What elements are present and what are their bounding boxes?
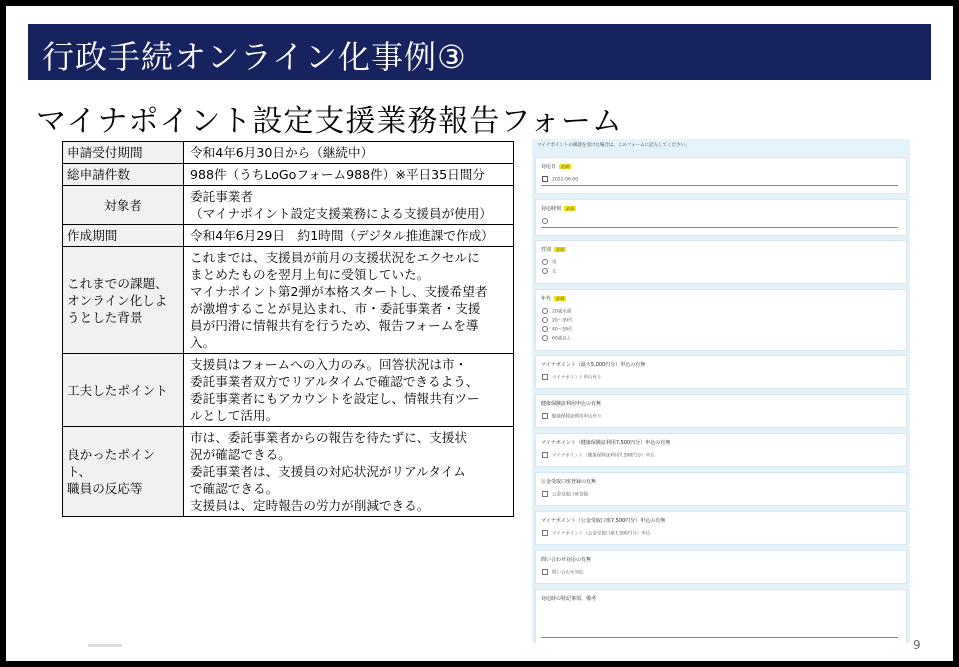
form-question-card — [535, 550, 907, 584]
page-number: 9 — [913, 638, 921, 652]
table-row — [63, 247, 514, 354]
radio-option[interactable] — [542, 317, 572, 324]
radio-circle-icon — [542, 335, 548, 341]
row-value-line: まとめたものを翌月上旬に受領していた。 — [190, 267, 430, 282]
date-value: 2022-06-00 — [552, 177, 579, 183]
row-key-line: 申請受付期間 — [67, 145, 143, 160]
row-value — [184, 427, 514, 517]
question-label — [541, 595, 596, 602]
row-value-line: が激増することが見込まれ、市・委託事業者・支援 — [190, 301, 481, 316]
row-key-line: 作成期間 — [67, 228, 118, 243]
row-value-line: 988件（うちLoGoフォーム988件）※平日35日間分 — [190, 167, 485, 182]
question-label-text: 性別 — [541, 247, 552, 253]
question-label-text: 年代 — [541, 296, 552, 302]
required-badge: 必須 — [566, 206, 575, 211]
footer-mark — [88, 644, 122, 647]
row-value-line: 令和4年6月29日 約1時間（デジタル推進課で作成） — [190, 228, 494, 243]
option-label: 健康保険証利用申込有り — [552, 414, 602, 420]
form-question-card — [535, 472, 907, 506]
form-question-card — [535, 157, 907, 194]
radio-option[interactable] — [542, 326, 572, 333]
row-value-line: 令和4年6月30日から（継続中） — [190, 145, 374, 160]
row-value-line: 支援員はフォームへの入力のみ。回答状況は市・ — [190, 357, 468, 372]
calendar-icon — [542, 176, 548, 182]
checkbox-icon — [542, 569, 548, 575]
question-label-text: 公金受取口座登録の有無 — [541, 479, 597, 485]
question-label-text: 対応日 — [541, 164, 557, 170]
question-label-text: 対応時刻 — [541, 206, 562, 212]
row-key — [63, 427, 184, 517]
row-value-line: で確認できる。 — [190, 481, 279, 496]
row-value-line: 委託事業者にもアカウントを設定し、情報共有ツー — [190, 391, 480, 406]
table-row — [63, 142, 514, 164]
row-value-line: 入。 — [190, 335, 216, 350]
form-question-card — [535, 199, 907, 236]
question-label-text: マイナポイント（公金受取口座7,500円分）申込の有無 — [541, 518, 666, 524]
row-key — [63, 142, 184, 164]
question-label — [541, 205, 576, 212]
question-label — [541, 439, 670, 446]
option-label: 男 — [552, 260, 557, 266]
radio-circle-icon — [542, 326, 548, 332]
option-label: マイナポイント（健康保険証利用7,500円分）申込 — [552, 453, 655, 459]
question-label-text: 健康保険証利用申込の有無 — [541, 401, 602, 407]
option-label: 公金受取口座登録 — [552, 492, 588, 498]
table-row — [63, 164, 514, 186]
radio-option[interactable] — [542, 268, 557, 275]
required-badge: 必須 — [556, 247, 565, 252]
row-value-line: 員が円滑に情報共有を行うため、報告フォームを導 — [190, 318, 479, 333]
checkbox-option[interactable] — [542, 491, 588, 498]
row-value — [184, 354, 514, 427]
checkbox-option[interactable] — [542, 413, 602, 420]
row-value-line: ルとして活用。 — [190, 408, 279, 423]
radio-option[interactable] — [542, 259, 557, 266]
question-label — [541, 163, 571, 170]
row-key-line: 良かったポイント、 — [67, 447, 156, 479]
form-question-card — [535, 589, 907, 643]
form-question-card — [535, 394, 907, 428]
row-key-line: うとした背景 — [67, 309, 143, 325]
slide-title: 行政手続オンライン化事例③ — [42, 38, 467, 76]
row-key-line: 職員の反応等 — [67, 481, 143, 496]
question-label-text: マイナポイント（健康保険証利用7,500円分）申込の有無 — [541, 440, 671, 446]
table-row — [63, 225, 514, 247]
row-value-line: （マイナポイント設定支援業務による支援員が使用） — [190, 206, 492, 221]
form-question-card — [535, 511, 907, 545]
row-value-line: 委託事業者双方でリアルタイムで確認できるよう、 — [190, 374, 479, 389]
input-underline — [541, 185, 898, 186]
option-label: マイナポイント申込有り — [552, 375, 602, 381]
row-value-line: 市は、委託事業者からの報告を待たずに、支援状 — [190, 430, 468, 445]
remarks-textarea[interactable] — [541, 606, 898, 638]
slide-subtitle: マイナポイント設定支援業務報告フォーム — [36, 104, 623, 139]
checkbox-icon — [542, 374, 548, 380]
row-key-line: 対象者 — [104, 197, 142, 213]
row-value — [184, 142, 514, 164]
radio-option[interactable] — [542, 308, 571, 315]
checkbox-icon — [542, 452, 548, 458]
row-value-line: 支援員は、定時報告の労力が削減できる。 — [190, 498, 430, 513]
question-label — [541, 246, 566, 253]
row-value-line: 委託事業者 — [190, 189, 253, 204]
checkbox-icon — [542, 413, 548, 419]
form-notice: マイナポイントの相談を受けた場合は、このフォームに記入してください。 — [537, 143, 690, 148]
form-question-card — [535, 240, 907, 284]
checkbox-option[interactable] — [542, 530, 650, 537]
row-value — [184, 247, 514, 354]
clock-icon — [542, 218, 548, 224]
option-label: 40～59代 — [552, 327, 573, 333]
date-field[interactable] — [542, 176, 578, 183]
checkbox-option[interactable] — [542, 569, 584, 576]
row-key-line: オンライン化しよ — [67, 292, 168, 308]
table-row — [63, 186, 514, 225]
question-label — [541, 400, 601, 407]
radio-circle-icon — [542, 317, 548, 323]
question-label — [541, 361, 645, 368]
form-question-card — [535, 289, 907, 351]
option-label: 60歳以上 — [552, 336, 572, 342]
checkbox-option[interactable] — [542, 452, 655, 459]
input-underline — [541, 637, 898, 638]
option-label: マイナポイント（公金受取口座7,500円分）申込 — [552, 531, 651, 537]
option-label: 20～39代 — [552, 318, 573, 324]
row-value — [184, 186, 514, 225]
row-key-line: 総申請件数 — [67, 167, 130, 182]
form-question-card — [535, 433, 907, 467]
required-badge: 必須 — [561, 164, 570, 169]
checkbox-icon — [542, 530, 548, 536]
question-label-text: 対応時の特記事項、備考 — [541, 596, 597, 602]
required-badge: 必須 — [556, 296, 565, 301]
row-value-line: 況が確認できる。 — [190, 447, 291, 462]
input-underline — [541, 227, 898, 228]
question-label — [541, 295, 566, 302]
time-field[interactable] — [542, 218, 552, 225]
row-key-line: 工夫したポイント — [67, 382, 168, 398]
option-label: 問い合わせ対応 — [552, 570, 584, 576]
row-key — [63, 225, 184, 247]
row-key — [63, 186, 184, 225]
row-key-line: これまでの課題、 — [67, 275, 168, 291]
form-question-card — [535, 355, 907, 389]
row-value-line: マイナポイント第2弾が本格スタートし、支援希望者 — [190, 284, 488, 299]
question-label — [541, 556, 591, 563]
row-key — [63, 354, 184, 427]
row-value-line: 委託事業者は、支援員の対応状況がリアルタイム — [190, 464, 466, 479]
radio-circle-icon — [542, 308, 548, 314]
checkbox-option[interactable] — [542, 374, 601, 381]
table-row — [63, 354, 514, 427]
form-screenshot — [532, 139, 910, 643]
title-bar — [28, 24, 931, 80]
question-label — [541, 478, 596, 485]
case-info-table — [62, 141, 514, 517]
radio-circle-icon — [542, 268, 548, 274]
row-key — [63, 164, 184, 186]
option-label: 20歳未満 — [552, 309, 572, 315]
row-value-line: これまでは、支援員が前月の支援状況をエクセルに — [190, 250, 480, 265]
question-label-text: 問い合わせ対応の有無 — [541, 557, 592, 563]
radio-option[interactable] — [542, 335, 571, 342]
question-label-text: マイナポイント（最大5,000円分）申込の有無 — [541, 362, 646, 368]
row-value — [184, 164, 514, 186]
checkbox-icon — [542, 491, 548, 497]
row-value — [184, 225, 514, 247]
radio-circle-icon — [542, 259, 548, 265]
option-label: 女 — [552, 269, 557, 275]
question-label — [541, 517, 665, 524]
row-key — [63, 247, 184, 354]
table-row — [63, 427, 514, 517]
